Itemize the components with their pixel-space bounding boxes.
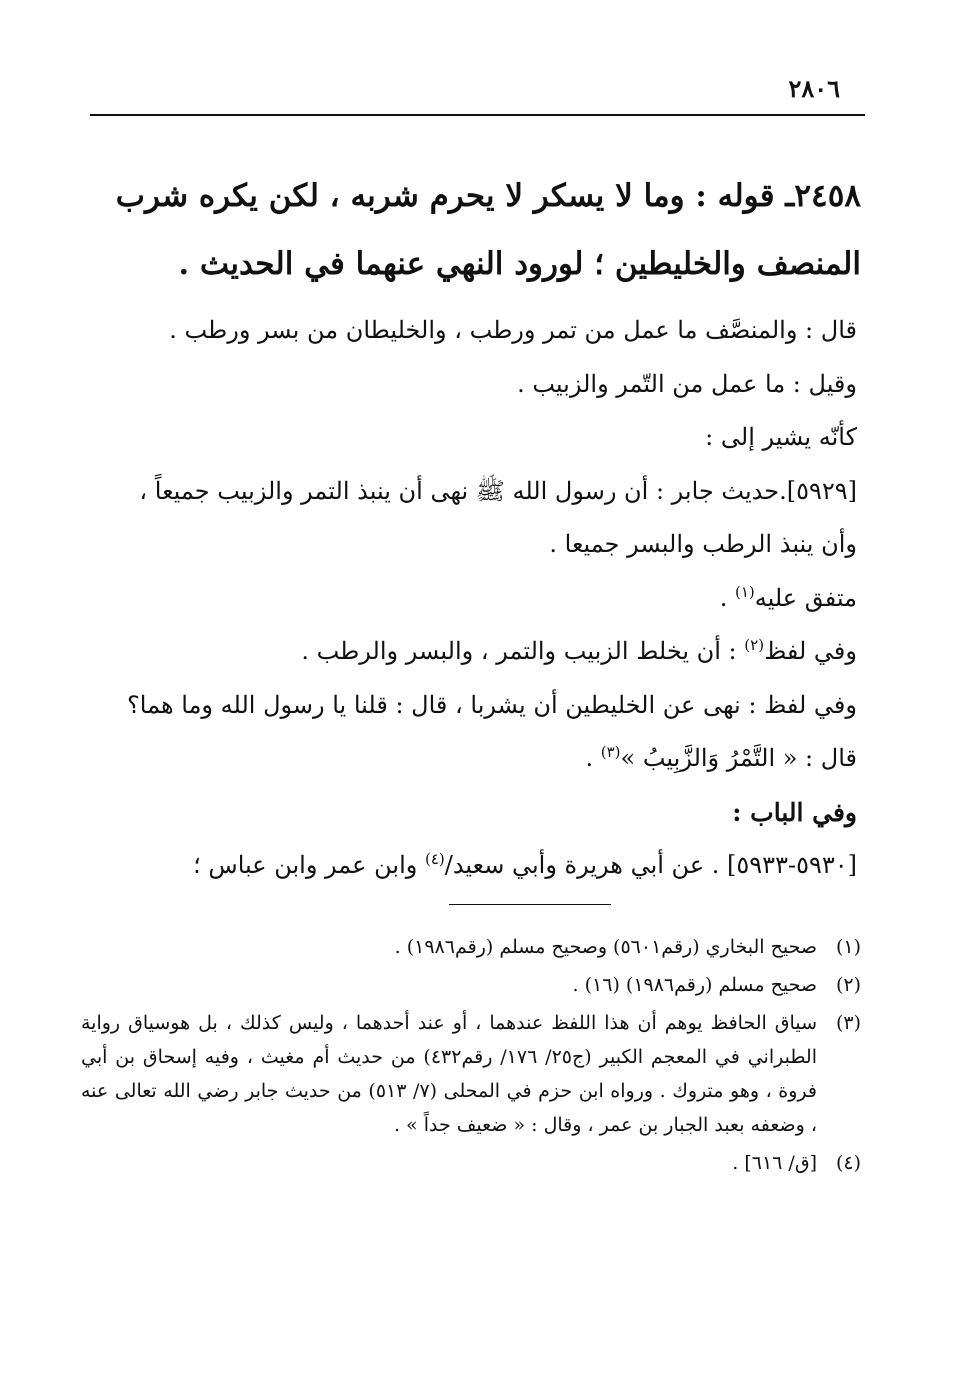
page-number: ٢٨٠٦ xyxy=(788,74,840,103)
body-line-11 xyxy=(77,839,857,893)
footnote-ref-2[interactable]: (٢) xyxy=(744,636,765,654)
footnote-text: سياق الحافظ يوهم أن هذا اللفظ عندهما ، أو عند أحدهما ، وليس كذلك ، بل هوسياق رواية الطبراني في المعجم الكبير (ج٢٥/ ١٧٦/ رقم٤٣٢) من حديث أم مغيث ، وفيه إسحاق بن أبي فروة ، وهو متروك . ورواه ابن حزم في المحلى (٧/ ٥١٣) من حديث جابر رضي الله تعالى عنه ، وضعفه بعبد الجبار بن عمر ، وقال : « ضعيف جداً » . xyxy=(81,1012,818,1136)
footnote-ref-4[interactable]: (٤) xyxy=(424,850,445,868)
footnote-text: صحيح مسلم (رقم١٩٨٦) (١٦) . xyxy=(572,974,817,996)
footnote-text: [ق/ ٦١٦] . xyxy=(732,1152,817,1174)
body-line-6-text: متفق عليه xyxy=(754,583,857,612)
body-line-1: قال : والمنصَّف ما عمل من تمر ورطب ، والخليطان من بسر ورطب . xyxy=(169,316,857,344)
body-text xyxy=(77,304,857,893)
footnotes xyxy=(81,930,861,1184)
body-line-2: وقيل : ما عمل من التّمر والزبيب . xyxy=(517,369,857,398)
body-line-7-end: : أن يخلط الزبيب والتمر ، والبسر والرطب . xyxy=(301,637,745,665)
footnote-3 xyxy=(81,1006,861,1142)
body-line-9-text: قال : « التَّمْرُ وَالزَّبِيبُ » xyxy=(620,744,857,772)
body-line-11-text: [٥٩٣٠-٥٩٣٣] . عن أبي هريرة وأبي سعيد/ xyxy=(444,851,857,879)
body-line-6-end: . xyxy=(719,583,735,612)
body-line-6 xyxy=(77,572,857,626)
footnote-2 xyxy=(81,968,861,1002)
body-line-3: كأنّه يشير إلى : xyxy=(705,423,857,451)
body-line-9-end: . xyxy=(585,744,601,772)
footnote-1 xyxy=(81,930,861,964)
footnote-number: (١) xyxy=(835,936,861,958)
heading-line-2: المنصف والخليطين ؛ لورود النهي عنهما في الحديث . xyxy=(178,246,861,282)
footnote-ref-3[interactable]: (٣) xyxy=(600,743,621,761)
section-heading xyxy=(81,162,861,298)
body-line-7-text: وفي لفظ xyxy=(764,637,857,665)
footnote-4 xyxy=(81,1146,861,1180)
body-line-8: وفي لفظ : نهى عن الخليطين أن يشربا ، قال : قلنا يا رسول الله وما هما؟ xyxy=(127,690,857,719)
body-line-9 xyxy=(77,732,857,786)
footnote-number: (٣) xyxy=(835,1012,861,1034)
footnote-separator xyxy=(449,904,611,905)
header-rule xyxy=(90,114,865,116)
heading-line-1: ٢٤٥٨ـ قوله : وما لا يسكر لا يحرم شربه ، لكن يكره شرب xyxy=(115,178,861,214)
body-line-11-end: وابن عمر وابن عباس ؛ xyxy=(193,851,425,879)
footnote-number: (٢) xyxy=(835,974,861,996)
body-line-10: وفي الباب : xyxy=(732,797,857,827)
body-line-4: [٥٩٢٩].حديث جابر : أن رسول الله ﷺ نهى أن ينبذ التمر والزبيب جميعاً ، xyxy=(139,476,857,505)
footnote-number: (٤) xyxy=(835,1152,861,1174)
body-line-7 xyxy=(77,625,857,679)
body-line-5: وأن ينبذ الرطب والبسر جميعا . xyxy=(549,530,857,558)
footnote-ref-1[interactable]: (١) xyxy=(734,582,755,601)
footnote-text: صحيح البخاري (رقم٥٦٠١) وصحيح مسلم (رقم١٩٨٦) . xyxy=(394,936,817,958)
